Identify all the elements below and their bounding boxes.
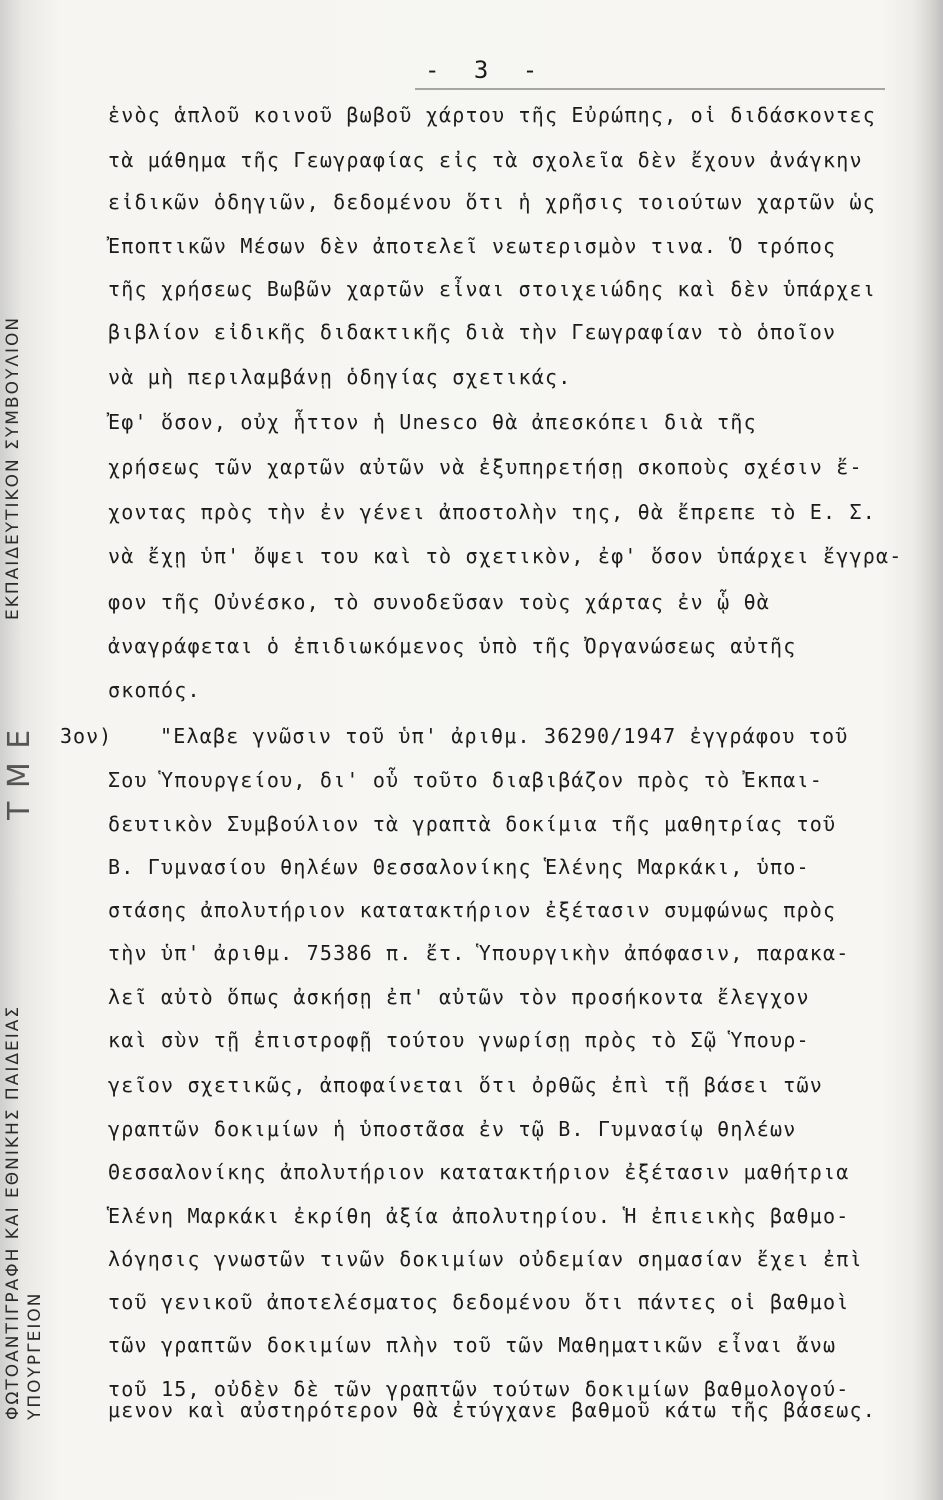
text-line: βιβλίον εἰδικῆς διδακτικῆς διὰ τὴν Γεωγραφίαν τὸ ὁποῖον [108,320,837,344]
text-line: τὰ μάθημα τῆς Γεωγραφίας εἰς τὰ σχολεῖα δὲν ἔχουν ἀνάγκην [108,148,863,172]
text-line: δευτικὸν Συμβούλιον τὰ γραπτὰ δοκίμια τῆς μαθητρίας τοῦ [108,812,837,836]
text-line: γραπτῶν δοκιμίων ἡ ὑποστᾶσα ἐν τῷ Β. Γυμνασίῳ θηλέων [108,1117,797,1141]
margin-stamps [2,60,60,1460]
section-marker: 3ον) [60,724,113,748]
text-line: ἀναγράφεται ὁ ἐπιδιωκόμενος ὑπὸ τῆς Ὀργανώσεως αὐτῆς [108,634,797,658]
text-line: Ἑλένη Μαρκάκι ἐκρίθη ἀξία ἀπολυτηρίου. Ἡ ἐπιεικὴς βαθμο- [108,1204,850,1228]
text-line: στάσης ἀπολυτήριον κατατακτήριον ἐξέτασιν συμφώνως πρὸς [108,898,837,922]
text-line: τὴν ὑπ' ἀριθμ. 75386 π. ἔτ. Ὑπουργικὴν ἀπόφασιν, παρακα- [108,941,850,965]
stamp-mark: Τ Μ Ε [2,727,37,820]
text-line: Ἐφ' ὅσον, οὐχ ἧττον ἡ Unesco θὰ ἀπεσκόπει διὰ τῆς [108,410,757,434]
text-line: λεῖ αὐτὸ ὅπως ἀσκήσῃ ἐπ' αὐτῶν τὸν προσήκοντα ἔλεγχον [108,985,810,1009]
text-line: χοντας πρὸς τὴν ἐν γένει ἀποστολὴν της, θὰ ἔπρεπε τὸ Ε. Σ. [108,500,876,524]
text-line: καὶ σὺν τῇ ἐπιστροφῇ τούτου γνωρίσῃ πρὸς τὸ Σῷ Ὑπουρ- [108,1028,810,1052]
text-line: τῶν γραπτῶν δοκιμίων πλὴν τοῦ τῶν Μαθηματικῶν εἶναι ἄνω [108,1333,837,1357]
ministry-stamp: ΦΩΤΟΑΝΤΙΓΡΑΦΗ ΚΑΙ ΕΘΝΙΚΗΣ ΠΑΙΔΕΙΑΣ ΥΠΟΥΡΓΕΙΟΝ [3,1004,45,1420]
text-line: Θεσσαλονίκης ἀπολυτήριον κατατακτήριον ἐξέτασιν μαθήτρια [108,1160,850,1184]
text-line: Σου Ὑπουργείου, δι' οὗ τοῦτο διαβιβάζον πρὸς τὸ Ἐκπαι- [108,768,824,792]
text-line: τοῦ γενικοῦ ἀποτελέσματος δεδομένου ὅτι πάντες οἱ βαθμοὶ [108,1290,850,1314]
text-line: νὰ ἔχῃ ὑπ' ὄψει του καὶ τὸ σχετικὸν, ἐφ' ὅσον ὑπάρχει ἔγγρα- [108,544,903,568]
header-rule [415,88,885,90]
text-line: χρήσεως τῶν χαρτῶν αὐτῶν νὰ ἐξυπηρετήσῃ σκοποὺς σχέσιν ἔ- [108,455,863,479]
text-line: ἑνὸς ἁπλοῦ κοινοῦ βωβοῦ χάρτου τῆς Εὐρώπης, οἱ διδάσκοντες [108,103,876,127]
text-line: Β. Γυμνασίου θηλέων Θεσσαλονίκης Ἑλένης Μαρκάκι, ὑπο- [108,855,810,879]
text-line: λόγησις γνωστῶν τινῶν δοκιμίων οὐδεμίαν σημασίαν ἔχει ἐπὶ [108,1247,863,1271]
page-edge-shadow [913,0,943,1500]
page-number: - 3 - [425,56,548,84]
text-line: "Ελαβε γνῶσιν τοῦ ὑπ' ἀριθμ. 36290/1947 ἐγγράφου τοῦ [160,724,849,748]
text-line: Ἐποπτικῶν Μέσων δὲν ἀποτελεῖ νεωτερισμὸν τινα. Ὁ τρόπος [108,234,837,258]
text-line: εἰδικῶν ὁδηγιῶν, δεδομένου ὅτι ἡ χρῆσις τοιούτων χαρτῶν ὡς [108,190,876,214]
text-line: τῆς χρήσεως Βωβῶν χαρτῶν εἶναι στοιχειώδης καὶ δὲν ὑπάρχει [108,277,876,301]
text-line: σκοπός. [108,678,201,702]
text-line: τοῦ 15, οὐδὲν δὲ τῶν γραπτῶν τούτων δοκιμίων βαθμολογού- [108,1377,850,1401]
text-line: φον τῆς Οὐνέσκο, τὸ συνοδεῦσαν τοὺς χάρτας ἐν ᾧ θὰ [108,590,771,614]
text-line: μενον καὶ αὐστηρότερον θὰ ἐτύγχανε βαθμοῦ κάτω τῆς βάσεως. [108,1398,876,1422]
text-line: γεῖον σχετικῶς, ἀποφαίνεται ὅτι ὀρθῶς ἐπὶ τῇ βάσει τῶν [108,1073,824,1097]
council-stamp: ΕΚΠΑΙΔΕΥΤΙΚΟΝ ΣΥΜΒΟΥΛΙΟΝ [3,315,23,620]
text-line: νὰ μὴ περιλαμβάνῃ ὁδηγίας σχετικάς. [108,365,572,389]
